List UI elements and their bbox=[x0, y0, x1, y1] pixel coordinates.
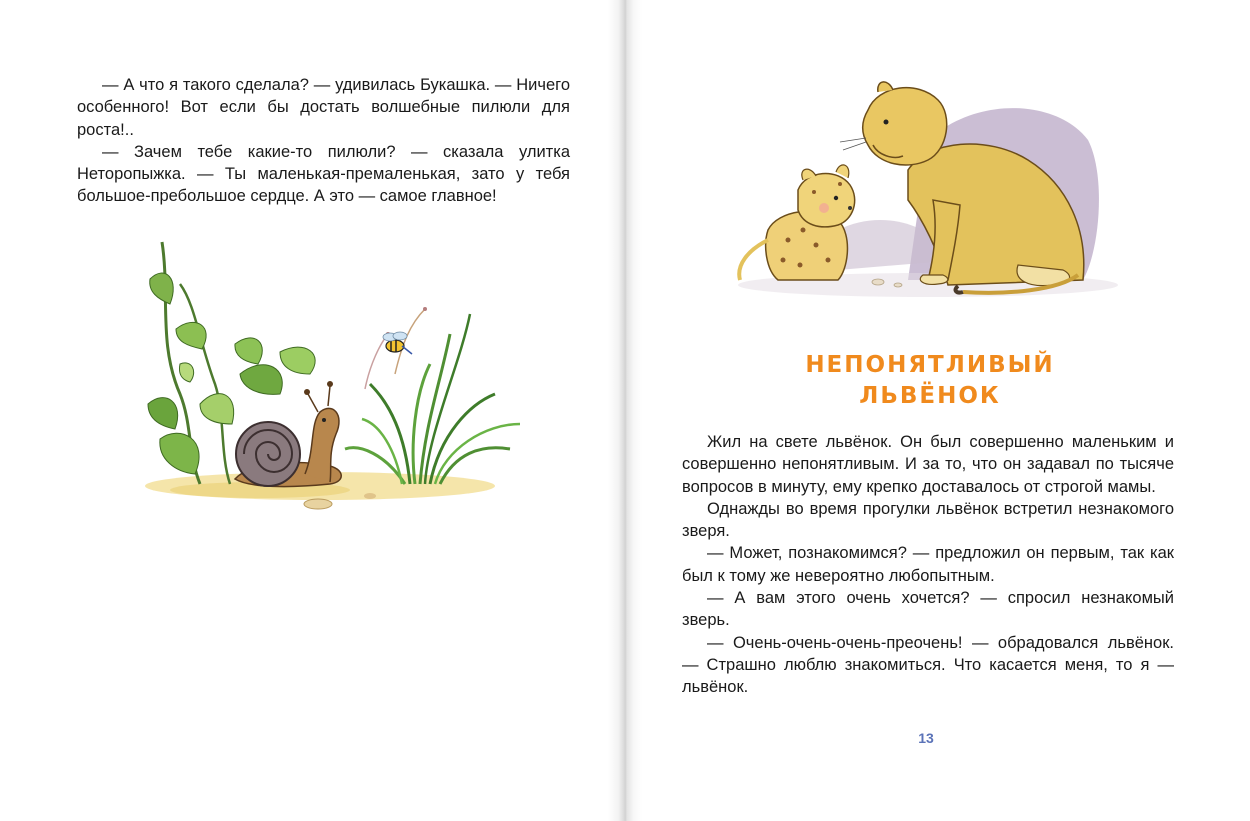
lioness-and-cub-illustration bbox=[728, 80, 1123, 308]
left-page-text bbox=[77, 74, 570, 208]
book-gutter bbox=[608, 0, 642, 821]
paragraph: — Может, познакомимся? — предложил он первым, так как был к тому же невероятно любопытным. bbox=[682, 544, 1174, 585]
paragraph: — Очень-очень-очень-преочень! — обрадовался львёнок. — Страшно люблю знакомиться. Что касается меня, то я — львёнок. bbox=[682, 633, 1174, 697]
page-number: 13 bbox=[918, 730, 934, 746]
chapter-title bbox=[760, 350, 1100, 412]
paragraph: Однажды во время прогулки львёнок встретил незнакомого зверя. bbox=[682, 499, 1174, 541]
chapter-title-line: ЛЬВЁНОК bbox=[859, 383, 1001, 409]
paragraph: Жил на свете львёнок. Он был совершенно маленьким и совершенно непонятливым. И за то, что он задавал по тысяче вопросов в минуту, ему крепко доставалось от строгой мамы. bbox=[682, 433, 1174, 496]
paragraph: — А вам этого очень хочется? — спросил незнакомый зверь. bbox=[682, 589, 1174, 630]
snail-and-plants-illustration bbox=[140, 234, 530, 514]
paragraph: — Зачем тебе какие-то пилюли? — сказала улитка Неторопыжка. — Ты маленькая-премаленькая, зато у тебя большое-пребольшое сердце. А это — самое главное! bbox=[77, 142, 570, 206]
paragraph: — А что я такого сделала? — удивилась Букашка. — Ничего особенного! Вот если бы достать волшебные пилюли для роста!.. bbox=[77, 76, 570, 139]
chapter-title-line: НЕПОНЯТЛИВЫЙ bbox=[805, 352, 1055, 378]
right-page-text bbox=[682, 431, 1174, 699]
